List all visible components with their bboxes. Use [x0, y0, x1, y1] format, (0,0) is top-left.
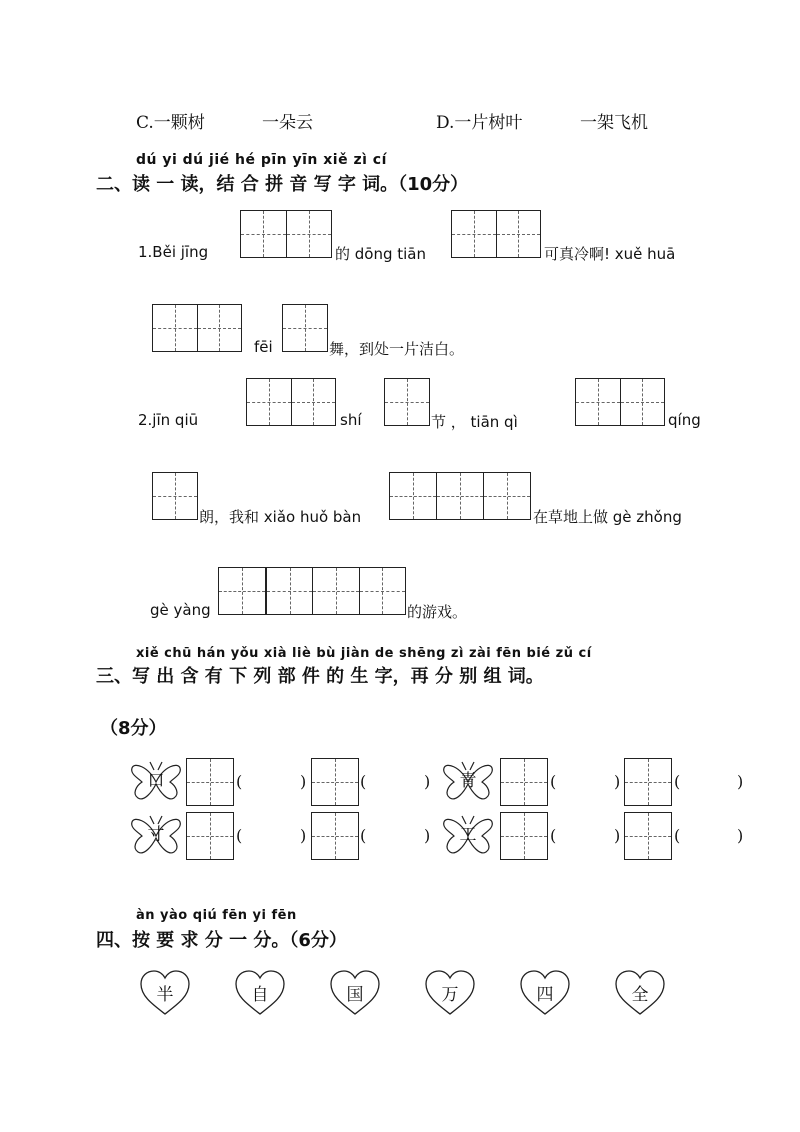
component-char: 寸 — [147, 825, 165, 845]
s2-line1-a: 1.Běi jīng — [138, 243, 209, 261]
writing-grid[interactable] — [218, 567, 266, 615]
section2-pinyin: dú yi dú jié hé pīn yīn xiě zì cí — [136, 152, 387, 168]
option-c-1: C.一颗树 — [136, 113, 205, 133]
option-c-2: 一朵云 — [262, 113, 313, 133]
s2-line3-a: 2.jīn qiū — [138, 411, 199, 429]
heart-char: 四 — [536, 985, 554, 1005]
writing-grid[interactable] — [266, 567, 406, 615]
option-d-2: 一架飞机 — [580, 113, 648, 133]
writing-grid[interactable] — [500, 758, 548, 806]
writing-grid[interactable] — [240, 210, 332, 258]
writing-grid[interactable] — [311, 812, 359, 860]
writing-grid[interactable] — [389, 472, 531, 520]
s2-line5-a: gè yàng — [150, 601, 211, 619]
heart-char: 国 — [346, 985, 364, 1005]
component-char: 青 — [459, 771, 477, 791]
s2-line2-a: fēi — [254, 338, 273, 356]
s2-line1-c: 可真冷啊! xuě huā — [544, 245, 676, 263]
heart-char: 全 — [631, 985, 649, 1005]
heart-char: 半 — [156, 985, 174, 1005]
heart-char: 自 — [251, 985, 269, 1005]
section4-title: 四、按 要 求 分 一 分。（6分） — [96, 930, 347, 951]
s2-line3-b: shí — [340, 411, 362, 429]
writing-grid[interactable] — [246, 378, 336, 426]
writing-grid[interactable] — [451, 210, 541, 258]
writing-grid[interactable] — [624, 812, 672, 860]
section4-pinyin: àn yào qiú fēn yi fēn — [136, 908, 297, 923]
section2-title: 二、读 一 读，结 合 拼 音 写 字 词。（10分） — [96, 174, 469, 195]
writing-grid[interactable] — [624, 758, 672, 806]
section3-score: （8分） — [100, 718, 167, 739]
s2-line3-d: qíng — [668, 411, 701, 429]
component-char: 工 — [459, 825, 477, 845]
section3-title: 三、写 出 含 有 下 列 部 件 的 生 字，再 分 别 组 词。 — [96, 666, 544, 687]
writing-grid[interactable] — [186, 758, 234, 806]
writing-grid[interactable] — [500, 812, 548, 860]
writing-grid[interactable] — [282, 304, 328, 352]
s2-line3-c: 节 ， tiān qì — [431, 413, 518, 431]
writing-grid[interactable] — [384, 378, 430, 426]
s2-line5-b: 的游戏。 — [407, 603, 468, 621]
writing-grid[interactable] — [186, 812, 234, 860]
s2-line4-a: 朗，我和 xiǎo huǒ bàn — [199, 508, 362, 526]
section3-pinyin: xiě chū hán yǒu xià liè bù jiàn de shēng zì zài fēn bié zǔ cí — [136, 646, 592, 661]
component-char: 口 — [147, 771, 165, 791]
s2-line4-b: 在草地上做 gè zhǒng — [533, 508, 682, 526]
writing-grid[interactable] — [152, 472, 198, 520]
option-d-1: D.一片树叶 — [436, 113, 523, 133]
writing-grid[interactable] — [575, 378, 665, 426]
heart-char: 万 — [441, 985, 459, 1005]
writing-grid[interactable] — [152, 304, 242, 352]
s2-line2-b: 舞，到处一片洁白。 — [329, 340, 465, 358]
writing-grid[interactable] — [311, 758, 359, 806]
s2-line1-b: 的 dōng tiān — [335, 245, 427, 263]
